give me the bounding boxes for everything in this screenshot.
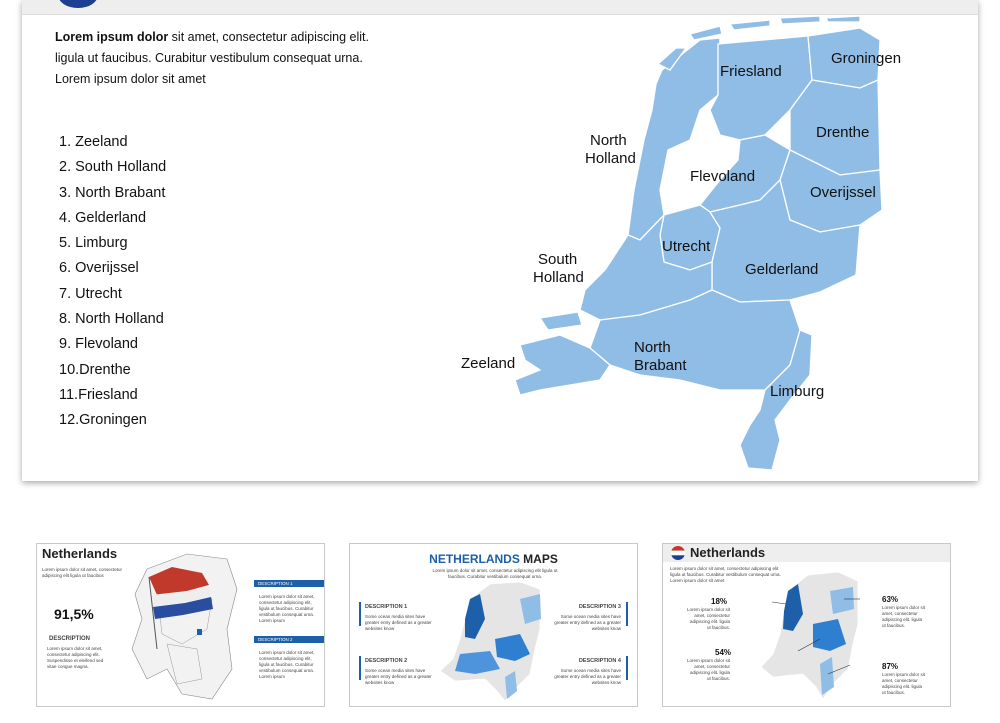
thumb-desc1-title: DESCRIPTION 1 (365, 604, 408, 610)
desc-accent (359, 656, 361, 680)
thumbnail-netherlands-stats[interactable] (662, 543, 951, 707)
thumb-desc1-text: Some ocean media sites have greater entry defined as a greater websites know (365, 614, 432, 631)
label-groningen: Groningen (831, 50, 902, 67)
stat-text: Lorem ipsum dolor sit amet, consectetur adipiscing elit. ligula ut faucibus. (686, 658, 730, 681)
europe-map-icon (127, 549, 252, 704)
thumb-title: Netherlands (690, 545, 766, 560)
label-north-holland-1: North (590, 132, 627, 149)
thumb-box2-title: DESCRIPTION 2 (254, 636, 324, 643)
label-north-brabant-2: Brabant (634, 357, 687, 374)
label-overijssel: Overijssel (810, 184, 876, 201)
thumb-desc3-title: DESCRIPTION 3 (578, 604, 621, 610)
intro-rest: sit amet, consectetur adipiscing elit. ligula ut faucibus. Curabitur vestibulum consequat urna. Lorem ipsum dolor sit amet (55, 30, 369, 86)
label-south-holland-2: Holland (533, 269, 584, 286)
list-item: 6. Overijssel (59, 260, 139, 277)
label-friesland: Friesland (720, 63, 782, 80)
thumb-desc-heading: DESCRIPTION (49, 636, 91, 642)
intro-bold: Lorem ipsum dolor (55, 30, 169, 44)
netherlands-mini-map (435, 579, 550, 704)
stat-text: Lorem ipsum dolor sit amet, consectetur adipiscing elit. ligula ut faucibus. (882, 672, 926, 695)
thumb-desc2-title: DESCRIPTION 2 (365, 658, 408, 664)
region-zeeland (515, 312, 610, 395)
label-zeeland: Zeeland (461, 355, 516, 372)
label-north-brabant-1: North (634, 339, 671, 356)
stat-value: 18% (711, 597, 728, 606)
thumbnail-europe-map[interactable] (36, 543, 325, 707)
thumb-desc2-text: Some ocean media sites have greater entry defined as a greater websites know (365, 668, 432, 685)
thumb-box2-text: Lorem ipsum dolor sit amet, consectetur adipiscing elit, ligula ut faucibus. Curabitur vestibulum consequat urna. Lorem ipsum (259, 650, 315, 679)
list-item: 9. Flevoland (59, 336, 138, 353)
label-south-holland-1: South (538, 251, 578, 268)
list-item: 8. North Holland (59, 311, 164, 328)
label-drenthe: Drenthe (816, 124, 870, 141)
desc-accent (626, 656, 628, 680)
thumb-title-bold: NETHERLANDS (429, 552, 520, 566)
list-item: 12.Groningen (59, 412, 147, 429)
netherlands-mini-map (758, 569, 868, 704)
thumb-stat: 91,5% (54, 606, 94, 622)
label-gelderland: Gelderland (745, 261, 819, 278)
label-north-holland-2: Holland (585, 150, 636, 167)
stat-text: Lorem ipsum dolor sit amet, consectetur adipiscing elit. ligula ut faucibus. (882, 605, 926, 628)
thumb-box1-text: Lorem ipsum dolor sit amet, consectetur adipiscing elit, ligula ut faucibus. Curabitur vestibulum consequat urna. Lorem ipsum (259, 594, 315, 623)
stat-value: 54% (715, 648, 732, 657)
thumbnail-netherlands-maps[interactable] (349, 543, 638, 707)
thumb-desc-text: Lorem ipsum dolor sit amet, consectetur adipiscing elit. Suspendisse et eleifend sed vitae congue magna. (47, 646, 104, 669)
thumb-desc4-title: DESCRIPTION 4 (578, 658, 621, 664)
thumb-box1-title: DESCRIPTION 1 (254, 580, 324, 587)
list-item: 2. South Holland (59, 159, 167, 176)
label-flevoland: Flevoland (690, 168, 756, 185)
list-item: 11.Friesland (59, 386, 138, 403)
thumb-title (350, 552, 637, 566)
list-item: 7. Utrecht (59, 285, 122, 302)
thumb-tagline: Lorem ipsum dolor sit amet, consectetur adipiscing elit ligula ut faucibus. Curabitur vestibulum consequat urna. Lorem ipsum dolor sit amet (670, 566, 781, 583)
list-item: 3. North Brabant (59, 184, 166, 201)
thumb-desc3-text: Some ocean media sites have greater entry defined as a greater websites know (554, 614, 621, 631)
list-item: 1. Zeeland (59, 134, 128, 150)
stat-value: 63% (882, 595, 899, 604)
thumb-desc4-text: Some ocean media sites have greater entry defined as a greater websites know (554, 668, 621, 685)
list-item: 10.Drenthe (59, 361, 131, 378)
label-utrecht: Utrecht (662, 238, 711, 255)
thumb-tagline: Lorem ipsum dolor sit amet, consectetur adipiscing elit ligula ut faucibus (42, 567, 123, 578)
desc-accent (359, 602, 361, 626)
list-item: 4. Gelderland (59, 209, 147, 226)
thumb-tagline: Lorem ipsum dolor sit amet, consectetur adipiscing elit ligula ut faucibus. Curabitur vestibulum consequat urna. (432, 568, 558, 579)
netherlands-flag-icon (671, 546, 685, 560)
thumb-title: Netherlands (42, 546, 118, 561)
label-limburg: Limburg (770, 383, 825, 400)
desc-accent (626, 602, 628, 626)
thumb-title-rest: MAPS (519, 552, 558, 566)
list-item: 5. Limburg (59, 235, 128, 252)
stat-value: 87% (882, 662, 899, 671)
stat-text: Lorem ipsum dolor sit amet, consectetur adipiscing elit. ligula ut faucibus. (686, 607, 730, 630)
